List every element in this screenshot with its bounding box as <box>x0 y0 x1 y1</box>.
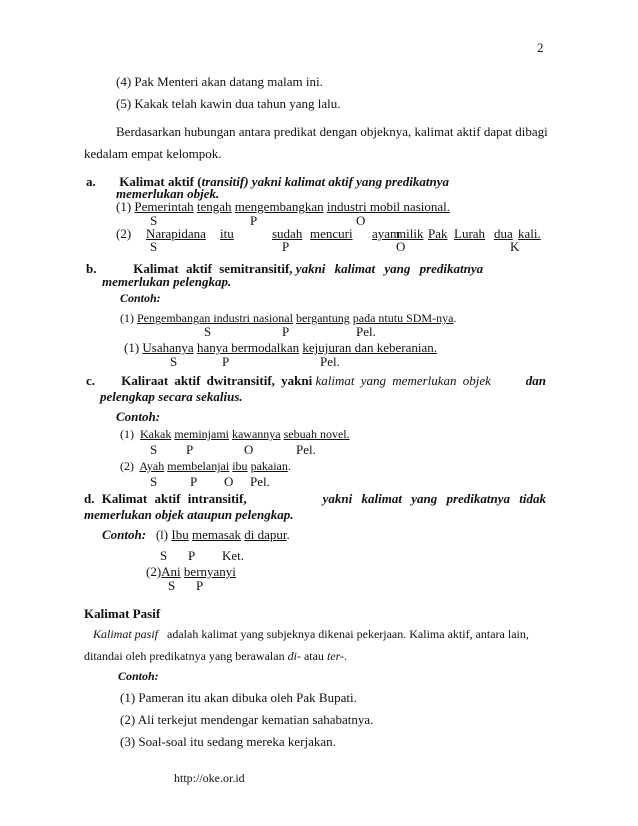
role-label: P <box>282 324 290 339</box>
example-number: (2) <box>146 564 162 579</box>
pasif-term: Kalimat pasif <box>93 627 159 641</box>
role-label: P <box>282 239 290 254</box>
example-end: . <box>286 527 290 542</box>
section-letter: a. <box>86 174 96 189</box>
contoh-label: Contoh: <box>118 669 159 683</box>
role-label: S <box>170 354 178 369</box>
role-label: P <box>190 474 198 489</box>
section-letter: b. <box>86 261 97 276</box>
role-label: Pel. <box>320 354 340 369</box>
contoh-label: Contoh: <box>120 291 161 305</box>
section-d-cont: memerlukan objek ataupun pelengkap. <box>84 507 294 522</box>
list-item: (3) Soal-soal itu sedang mereka kerjakan. <box>120 734 336 749</box>
example-word: pada ntutu SDM-nya <box>352 311 454 325</box>
section-a-cont: memerlukan objek. <box>116 186 220 201</box>
example-word: Usahanya <box>142 340 194 355</box>
intro-line: Berdasarkan hubungan antara predikat dengan objeknya, kalimat aktif dapat dibagi <box>116 124 548 139</box>
example-word: Pak <box>428 226 448 241</box>
section-rest: yakni kalimat yang predikatnya <box>295 261 484 276</box>
example-word: itu <box>220 226 234 241</box>
list-item: (1) Pameran itu akan dibuka oleh Pak Bupati. <box>120 690 357 705</box>
example-number: (l) <box>155 527 169 542</box>
example-word: mencuri <box>310 226 353 241</box>
prefix-di: di- <box>287 649 301 663</box>
example-word: hanya bermodalkan <box>196 340 300 355</box>
section-letter: c. <box>86 373 96 388</box>
example-sentence <box>102 527 290 543</box>
example-word: milik <box>396 226 424 241</box>
example-word: mengembangkan <box>234 199 324 214</box>
example-word: bernyanyi <box>183 564 236 579</box>
example-word: memasak <box>191 527 242 542</box>
example-word: kejujuran dan keberanian. <box>302 340 437 355</box>
example-sentence <box>146 564 236 580</box>
example-word: Pengembangan industri nasional <box>137 311 293 325</box>
role-label: O <box>396 239 406 254</box>
section-c-heading <box>86 373 546 389</box>
section-mid: kalimat yang memerlukan objek <box>315 373 491 388</box>
role-label: K <box>510 239 520 254</box>
example-word: Ayah <box>139 459 165 473</box>
example-sentence <box>120 458 291 474</box>
example-number: (2) <box>116 226 132 241</box>
example-word: Ani <box>161 564 181 579</box>
section-b-cont: memerlukan pelengkap. <box>102 274 232 289</box>
role-label: S <box>150 213 158 228</box>
example-word: ayam <box>372 226 401 241</box>
example-word: membelanjai <box>167 459 230 473</box>
role-label: S <box>150 442 158 457</box>
example-number: (1) <box>124 340 140 355</box>
example-sentence <box>120 426 350 442</box>
section-lead: d. Kalimat aktif intransitif, <box>84 491 247 506</box>
footer-url: http://oke.or.id <box>174 771 245 785</box>
example-number: (1) <box>120 311 134 325</box>
contoh-label: Contoh: <box>116 409 161 424</box>
role-label: O <box>356 213 366 228</box>
pasif-def-end: . <box>344 649 348 663</box>
role-label: S <box>150 239 158 254</box>
example-number: (1) <box>120 427 134 441</box>
example-word: dua <box>494 226 513 241</box>
example-word: industri mobil nasional. <box>326 199 450 214</box>
section-rest: yakni kalimat aktif yang predikatnya <box>248 174 449 189</box>
role-label: S <box>160 548 168 563</box>
pasif-def-text: ditandai oleh predikatnya yang berawalan <box>84 649 288 663</box>
example-word: Kakak <box>140 427 172 441</box>
pasif-definition <box>84 626 546 642</box>
pasif-heading: Kalimat Pasif <box>84 606 161 621</box>
example-word: bergantung <box>295 311 350 325</box>
contoh-label: Contoh: <box>102 527 147 542</box>
role-label: O <box>244 442 254 457</box>
section-d-heading <box>84 491 546 507</box>
pasif-definition-cont <box>84 648 347 664</box>
role-label: P <box>250 213 258 228</box>
example-word: kali. <box>518 226 541 241</box>
page-number: 2 <box>537 40 544 55</box>
role-label: Pel. <box>356 324 376 339</box>
example-word: sebuah novel. <box>283 427 350 441</box>
example-number: (1) <box>116 199 132 214</box>
example-word: Narapidana <box>146 226 206 241</box>
role-label: S <box>150 474 158 489</box>
section-term: transitif) <box>201 174 249 189</box>
section-c-cont: pelengkap secara sekalius. <box>100 389 243 404</box>
example-word: tengah <box>196 199 232 214</box>
role-label: S <box>168 578 176 593</box>
role-label: P <box>196 578 204 593</box>
example-word: Pemerintah <box>134 199 194 214</box>
example-word: kawannya <box>231 427 281 441</box>
example-sentence <box>116 199 450 215</box>
section-rest: yakni kalimat yang predikatnya tidak <box>322 491 546 506</box>
example-end: . <box>287 459 291 473</box>
example-word: Lurah <box>454 226 486 241</box>
example-word: ibu <box>232 459 248 473</box>
list-item: (2) Ali terkejut mendengar kematian sahabatnya. <box>120 712 374 727</box>
section-lead: Kalimat aktif semitransitif, <box>133 261 293 276</box>
role-label: S <box>204 324 212 339</box>
role-label: O <box>224 474 234 489</box>
example-word: meminjami <box>174 427 229 441</box>
example-word: sudah <box>272 226 303 241</box>
pasif-def-text: atau <box>300 649 327 663</box>
section-rest: dan <box>525 373 546 388</box>
example-word: Ibu <box>171 527 189 542</box>
section-lead: Kaliraat aktif dwitransitif, yakni <box>121 373 313 388</box>
role-label: Pel. <box>250 474 270 489</box>
example-end: . <box>453 311 457 325</box>
example-number: (2) <box>120 459 134 473</box>
role-label: P <box>188 548 196 563</box>
role-label: Pel. <box>296 442 316 457</box>
role-label: Ket. <box>222 548 245 563</box>
role-label: P <box>186 442 194 457</box>
role-label: P <box>222 354 230 369</box>
pasif-def-text: adalah kalimat yang subjeknya dikenai pekerjaan. Kalima aktif, antara lain, <box>167 627 529 641</box>
list-item: (5) Kakak telah kawin dua tahun yang lalu. <box>116 96 341 111</box>
section-lead: Kalimat aktif ( <box>119 174 202 189</box>
prefix-ter: ter- <box>326 649 345 663</box>
intro-line: kedalam empat kelompok. <box>84 146 222 161</box>
list-item: (4) Pak Menteri akan datang malam ini. <box>116 74 323 89</box>
example-word: pakaian <box>250 459 288 473</box>
example-word: di dapur <box>244 527 287 542</box>
